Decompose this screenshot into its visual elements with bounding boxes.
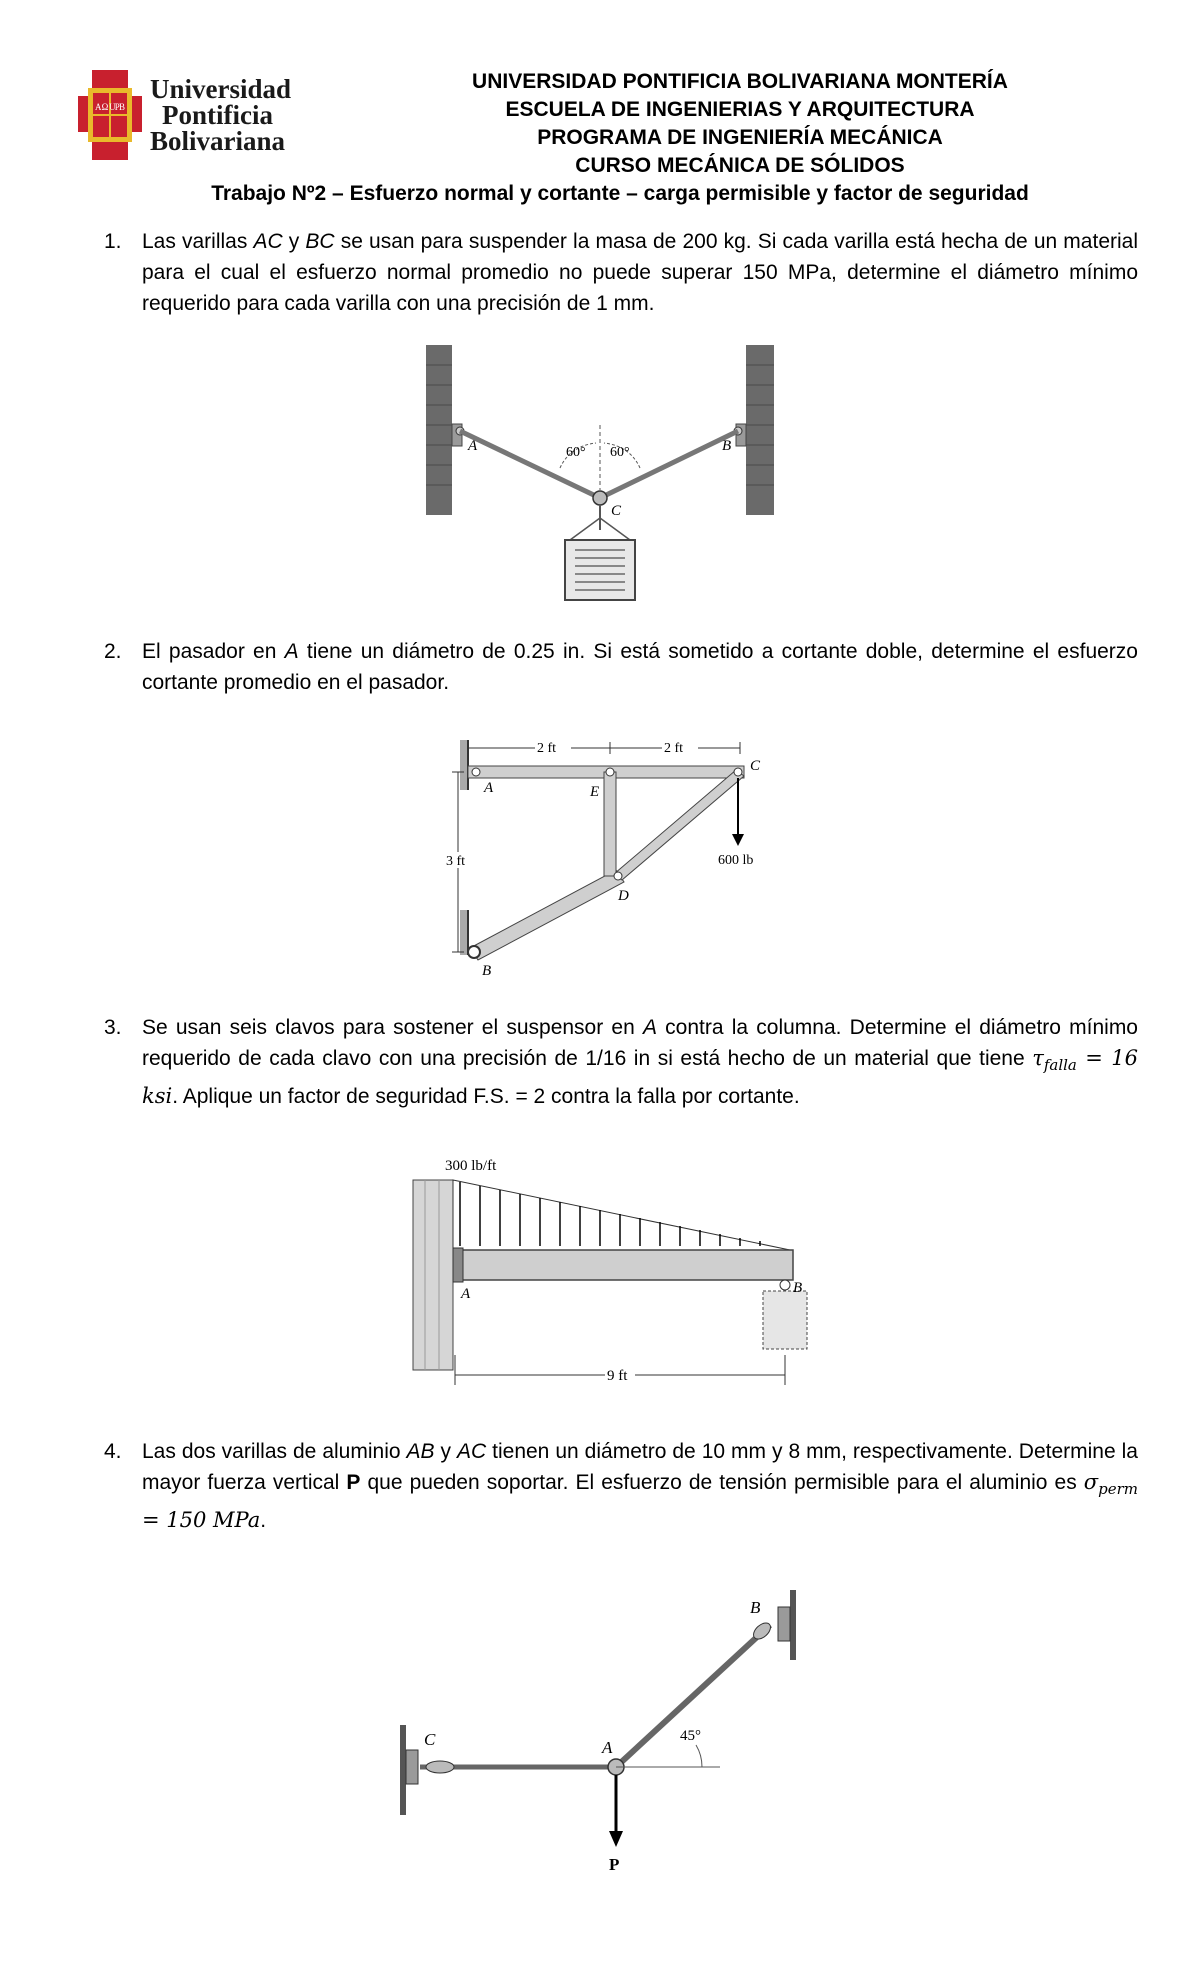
problem-4-number: 4. — [104, 1440, 122, 1463]
header-university: UNIVERSIDAD PONTIFICIA BOLIVARIANA MONTERÍA — [472, 70, 1008, 93]
beam — [455, 1250, 793, 1280]
label-d: D — [618, 888, 629, 904]
dim-ab: 3 ft — [446, 854, 466, 869]
problem-1-text: Las varillas AC y BC se usan para suspender la masa de 200 kg. Si cada varilla está hecha de un material para el cual el esfuerzo normal promedio no puede superar 150 MPa, determine el diámetro mínimo requerido para cada varilla con una precisión de 1 mm. — [142, 230, 1138, 315]
assignment-title: Trabajo Nº2 – Esfuerzo normal y cortante – carga permisible y factor de seguridad — [211, 182, 1029, 205]
problem-2-text: El pasador en A tiene un diámetro de 0.25 in. Si está sometido a cortante doble, determine el esfuerzo cortante promedio en el pasador. — [142, 640, 1138, 694]
member-bd — [470, 870, 624, 960]
header-program: PROGRAMA DE INGENIERÍA MECÁNICA — [537, 126, 943, 149]
label-a: A — [602, 1738, 613, 1757]
label-b: B — [793, 1280, 803, 1296]
figure-4-two-rods — [380, 1585, 840, 1885]
load-arrows — [460, 1182, 760, 1246]
problem-4-text: Las dos varillas de aluminio AB y AC tienen un diámetro de 10 mm y 8 mm, respectivamente. Determine la mayor fuerza vertical P que pueden soportar. El esfuerzo de tensión permisible para el aluminio es $\sigma_{perm} = 150$ MPa. — [142, 1440, 1138, 1533]
rod-bc — [600, 431, 738, 498]
label-a: A — [461, 1286, 471, 1302]
figure-3-cantilever-beam — [405, 1150, 825, 1410]
figure-2-bracket-frame — [440, 730, 780, 990]
label-b: B — [722, 438, 732, 454]
problem-3-text: Se usan seis clavos para sostener el suspensor en A contra la columna. Determine el diámetro mínimo requerido de cada clavo con una precisión de 1/16 in si está hecho de un material que tiene $\tau_{falla} = 16$ ksi. Aplique un factor de seguridad F.S. = 2 contra la falla por cortante. — [142, 1016, 1138, 1109]
sigma-perm-formula: $\sigma_{perm} = 150$ MPa — [142, 1470, 1138, 1533]
problem-2-number: 2. — [104, 640, 122, 663]
span-9ft: 9 ft — [607, 1368, 628, 1384]
logo-line-3: Bolivariana — [150, 126, 286, 156]
label-a: A — [484, 780, 494, 796]
rod-ab — [616, 1625, 770, 1767]
angle-45: 45° — [680, 1728, 701, 1744]
figure-1-suspended-mass — [420, 340, 780, 605]
load-600lb: 600 lb — [718, 853, 754, 868]
dim-ae: 2 ft — [537, 741, 557, 756]
problem-3-number: 3. — [104, 1016, 122, 1039]
problem-1-number: 1. — [104, 230, 122, 253]
angle-right: 60° — [610, 445, 630, 460]
rod-ac — [460, 431, 600, 498]
support-block — [763, 1291, 807, 1349]
logo-line-1: Universidad — [150, 74, 292, 104]
university-logo — [78, 68, 328, 163]
seal-text: A Ω UPB — [95, 102, 125, 112]
logo-line-2: Pontificia — [162, 100, 273, 130]
load-300lb-ft: 300 lb/ft — [445, 1158, 497, 1174]
label-c: C — [424, 1730, 436, 1749]
header-course: CURSO MECÁNICA DE SÓLIDOS — [575, 154, 905, 177]
label-b: B — [482, 963, 492, 979]
angle-left: 60° — [566, 445, 586, 460]
member-ed — [604, 772, 616, 876]
dim-ec: 2 ft — [664, 741, 684, 756]
label-c: C — [611, 503, 622, 519]
label-b: B — [750, 1598, 761, 1617]
header-school: ESCUELA DE INGENIERIAS Y ARQUITECTURA — [505, 98, 975, 121]
load-p: P — [609, 1855, 620, 1874]
label-c: C — [750, 758, 761, 774]
cross-seal-icon — [78, 70, 142, 160]
label-a: A — [468, 438, 478, 454]
label-e: E — [590, 784, 600, 800]
tau-falla-formula: $\tau_{falla} = 16$ ksi — [142, 1046, 1138, 1109]
